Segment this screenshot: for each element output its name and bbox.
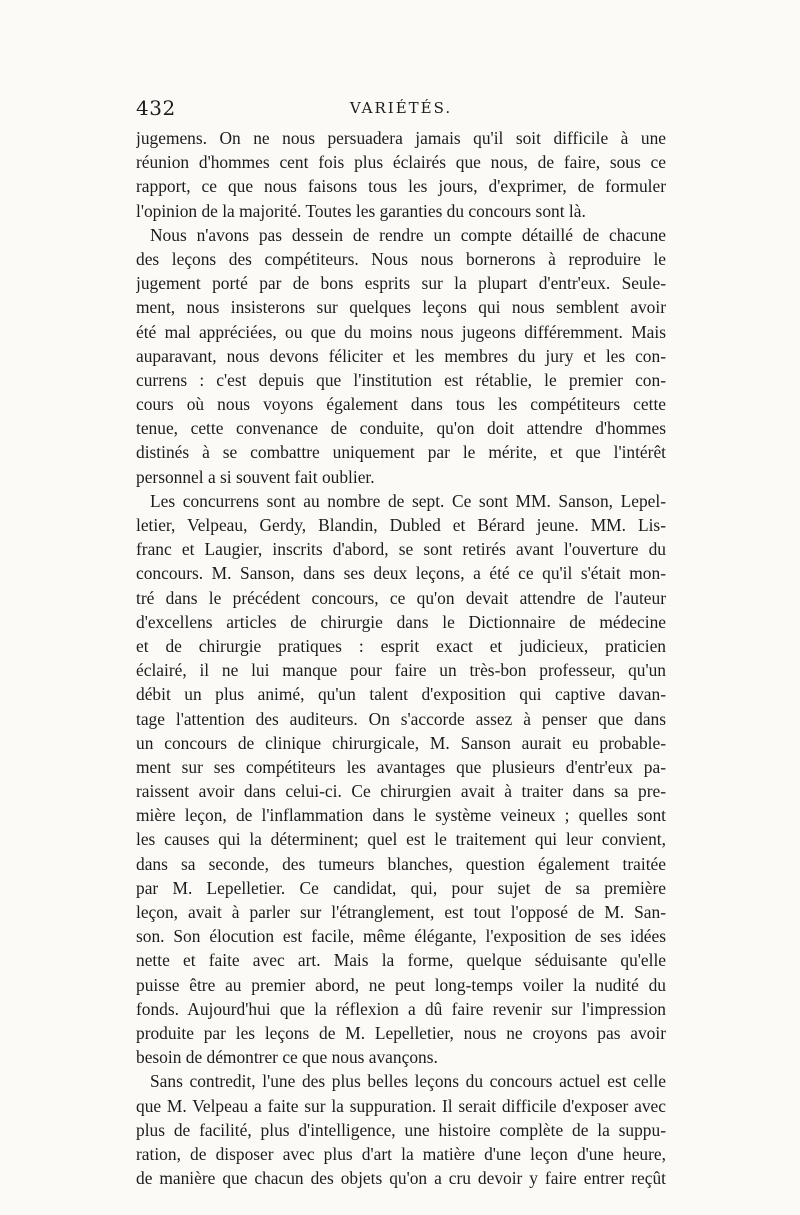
text-line: auparavant, nous devons féliciter et les membres du jury et les con- xyxy=(136,345,666,366)
text-line: cours où nous voyons également dans tous les compétiteurs cette xyxy=(136,394,666,415)
text-line: raissent avoir dans celui-ci. Ce chirurgien avait à traiter dans sa pre- xyxy=(136,781,666,802)
text-line: un concours de clinique chirurgicale, M. Sanson aurait eu probable- xyxy=(136,732,666,753)
text-line: rapport, ce que nous faisons tous les jours, d'exprimer, de formuler xyxy=(136,176,666,197)
text-line: tré dans le précédent concours, ce qu'on devait attendre de l'auteur xyxy=(136,587,666,608)
text-line: Sans contredit, l'une des plus belles leçons du concours actuel est celle xyxy=(150,1071,666,1092)
text-line: fonds. Aujourd'hui que la réflexion a dû faire revenir sur l'impression xyxy=(136,998,666,1019)
running-title: VARIÉTÉS. xyxy=(349,99,453,117)
text-line: ment, nous insisterons sur quelques leçons qui nous semblent avoir xyxy=(136,297,666,318)
text-line: dans sa seconde, des tumeurs blanches, question également traitée xyxy=(136,853,666,874)
text-line: éclairé, il ne lui manque pour faire un très-bon professeur, qu'un xyxy=(136,660,666,681)
text-line: Les concurrens sont au nombre de sept. Ce sont MM. Sanson, Lepel- xyxy=(150,490,666,511)
text-line: letier, Velpeau, Gerdy, Blandin, Dubled et Bérard jeune. MM. Lis- xyxy=(136,515,666,535)
text-line: ment sur ses compétiteurs les avantages que plusieurs d'entr'eux pa- xyxy=(136,756,666,777)
text-line: que M. Velpeau a faite sur la suppuration. Il serait difficile d'exposer avec xyxy=(136,1095,666,1116)
page-header xyxy=(136,96,666,122)
text-line: des leçons des compétiteurs. Nous nous bornerons à reproduire le xyxy=(136,248,666,269)
text-line: plus de facilité, plus d'intelligence, une histoire complète de la suppu- xyxy=(136,1119,666,1140)
text-line: tage l'attention des auditeurs. On s'accorde assez à penser que dans xyxy=(136,708,666,729)
text-line: mière leçon, de l'inflammation dans le système veineux ; quelles sont xyxy=(136,805,666,826)
text-line: distinés à se combattre uniquement par le mérite, et que l'intérêt xyxy=(136,442,666,463)
text-line: concours. M. Sanson, dans ses deux leçons, a été ce qu'il s'était mon- xyxy=(136,563,666,584)
text-line: currens : c'est depuis que l'institution est rétablie, le premier con- xyxy=(136,369,666,390)
text-line: et de chirurgie pratiques : esprit exact et judicieux, praticien xyxy=(136,635,666,656)
text-line: son. Son élocution est facile, même élégante, l'exposition de ses idées xyxy=(136,926,666,947)
text-line: produite par les leçons de M. Lepelletier, nous ne croyons pas avoir xyxy=(136,1022,666,1043)
text-line: par M. Lepelletier. Ce candidat, qui, pour sujet de sa première xyxy=(136,877,666,898)
text-line: été mal appréciées, ou que du moins nous jugeons différemment. Mais xyxy=(136,321,666,342)
text-line: réunion d'hommes cent fois plus éclairés que nous, de faire, sous ce xyxy=(136,152,666,173)
text-line: jugement porté par de bons esprits sur la plupart d'entr'eux. Seule- xyxy=(136,273,666,294)
text-line: l'opinion de la majorité. Toutes les garanties du concours sont là. xyxy=(136,200,586,221)
text-line: d'excellens articles de chirurgie dans le Dictionnaire de médecine xyxy=(136,611,666,632)
text-line: Nous n'avons pas dessein de rendre un compte détaillé de chacune xyxy=(150,224,666,245)
text-line: puisse être au premier abord, ne peut long-temps voiler la nudité du xyxy=(136,974,666,995)
text-line: jugemens. On ne nous persuadera jamais qu'il soit difficile à une xyxy=(136,128,666,148)
page-number: 432 xyxy=(136,96,176,120)
text-line: personnel a si souvent fait oublier. xyxy=(136,466,375,487)
text-line: les causes qui la déterminent; quel est le traitement qui leur convient, xyxy=(136,829,666,850)
text-line: besoin de démontrer ce que nous avançons. xyxy=(136,1047,438,1068)
text-line: nette et faite avec art. Mais la forme, quelque séduisante qu'elle xyxy=(136,950,666,971)
text-line: débit un plus animé, qu'un talent d'exposition qui captive davan- xyxy=(136,684,666,705)
text-line: tenue, cette convenance de conduite, qu'on doit attendre d'hommes xyxy=(136,418,666,439)
text-line: franc et Laugier, inscrits d'abord, se sont retirés avant l'ouverture du xyxy=(136,539,666,560)
text-line: ration, de disposer avec plus d'art la matière d'une leçon d'une heure, xyxy=(136,1143,666,1164)
body-text xyxy=(136,126,666,1190)
text-line: de manière que chacun des objets qu'on a cru devoir y faire entrer reçût xyxy=(136,1168,666,1189)
text-line: leçon, avait à parler sur l'étranglement, est tout l'opposé de M. San- xyxy=(136,902,666,922)
